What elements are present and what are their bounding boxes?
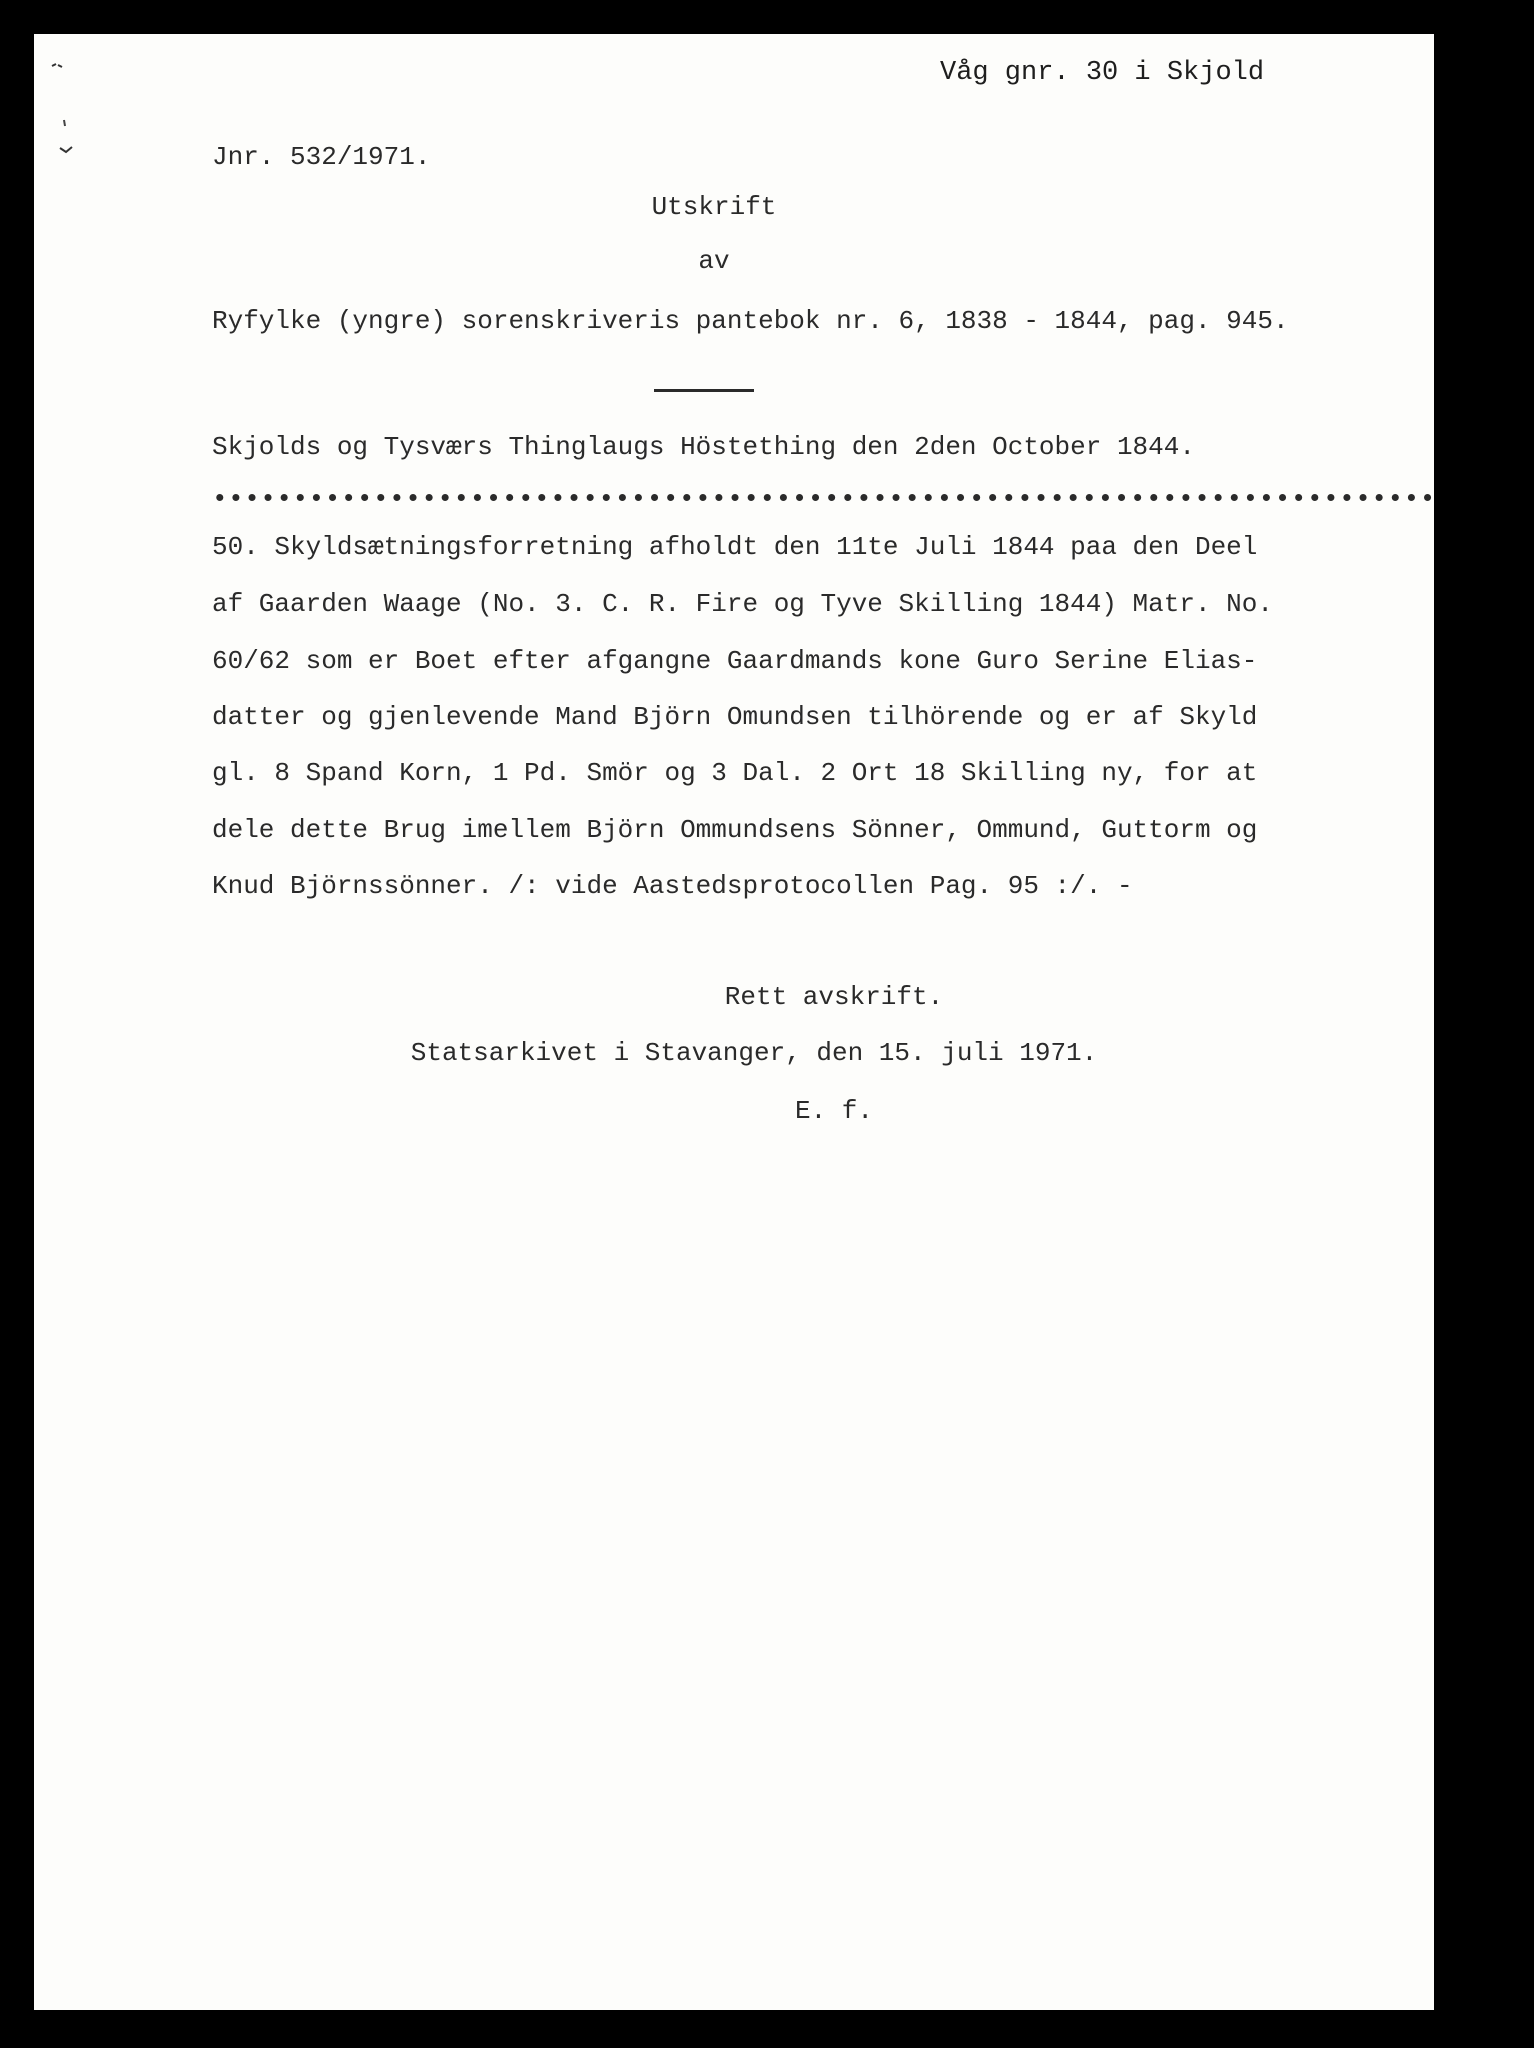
body-line: Knud Björnssönner. /: vide Aastedsprotocollen Pag. 95 :/. - bbox=[212, 871, 1133, 901]
certification-initials: E. f. bbox=[794, 1096, 873, 1126]
margin-mark-top bbox=[52, 64, 62, 67]
dotted-separator: •••••••••••••••••••••••••••••••••••••••••••••••••••••••••••••••••••••••••••• bbox=[212, 484, 1436, 514]
journal-number: Jnr. 532/1971. bbox=[212, 142, 431, 172]
certification-statement: Rett avskrift. bbox=[724, 982, 944, 1012]
body-line: 50. Skyldsætningsforretning afholdt den 11te Juli 1844 paa den Deel bbox=[212, 532, 1258, 562]
margin-marks bbox=[50, 60, 80, 170]
title-connector: av bbox=[698, 246, 730, 276]
document-title: Utskrift bbox=[651, 192, 777, 222]
margin-mark-mid bbox=[64, 120, 65, 126]
body-line: datter og gjenlevende Mand Björn Omundsen tilhörende og er af Skyld bbox=[212, 702, 1258, 732]
body-line: dele dette Brug imellem Björn Ommundsens Sönner, Ommund, Guttorm og bbox=[212, 815, 1258, 845]
source-reference: Ryfylke (yngre) sorenskriveris pantebok nr. 6, 1838 - 1844, pag. 945. bbox=[212, 306, 1289, 336]
document-page bbox=[34, 34, 1434, 2010]
title-divider bbox=[654, 389, 754, 392]
body-line: gl. 8 Spand Korn, 1 Pd. Smör og 3 Dal. 2 Ort 18 Skilling ny, for at bbox=[212, 758, 1258, 788]
body-line: 60/62 som er Boet efter afgangne Gaardmands kone Guro Serine Elias- bbox=[212, 646, 1258, 676]
session-heading: Skjolds og Tysværs Thinglaugs Höstething den 2den October 1844. bbox=[212, 432, 1195, 462]
body-line: af Gaarden Waage (No. 3. C. R. Fire og Tyve Skilling 1844) Matr. No. bbox=[212, 589, 1273, 619]
property-reference: Våg gnr. 30 i Skjold bbox=[940, 58, 1265, 88]
certification-place-date: Statsarkivet i Stavanger, den 15. juli 1971. bbox=[410, 1038, 1098, 1068]
margin-mark-bottom bbox=[60, 147, 72, 152]
